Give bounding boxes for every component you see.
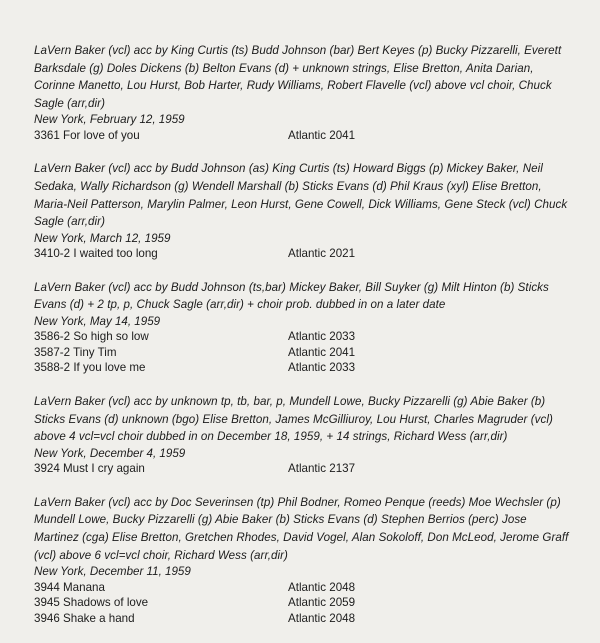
track-label-number: Atlantic 2137 [288,462,356,476]
track-label-number: Atlantic 2021 [288,247,356,261]
track-row [34,329,574,345]
session-personnel: LaVern Baker (vcl) acc by Doc Severinsen (tp) Phil Bodner, Romeo Penque (reeds) Moe Wechsler (p) Mundell Lowe, Bucky Pizzarelli (g) Abie Baker (b) Sticks Evans (d) Stephen Berrios (perc) Jose Martinez (cga) Elise Bretton, Gretchen Rhodes, David Vogel, Alan Sokoloff, Don McLeod, Jerome Graff (vcl) above 6 vcl=vcl choir, Richard Wess (arr,dir) [34,495,569,562]
session-mar-12-1959 [34,160,574,261]
track-row [34,246,574,262]
session-feb-12-1959 [34,42,574,143]
track-label-number: Atlantic 2033 [288,330,356,344]
track-row [34,580,574,596]
session-personnel: LaVern Baker (vcl) acc by unknown tp, tb, bar, p, Mundell Lowe, Bucky Pizzarelli (g) Abie Baker (b) Sticks Evans (d) unknown (bgo) Elise Bretton, James McGilliuroy, Lou Hurst, Charles Magruder (vcl) above 4 vcl=vcl choir dubbed in on December 18, 1959, + 14 strings, Richard Wess (arr,dir) [34,394,553,444]
session-place-date: New York, December 4, 1959 [34,446,186,460]
track-label-number: Atlantic 2041 [288,345,356,359]
track-matrix-title: 3587-2 Tiny Tim [34,345,117,359]
session-personnel: LaVern Baker (vcl) acc by Budd Johnson (as) King Curtis (ts) Howard Biggs (p) Mickey Baker, Neil Sedaka, Wally Richardson (g) Wendell Marshall (b) Sticks Evans (d) Phil Kraus (xyl) Elise Bretton, Maria-Neil Patterson, Marylin Palmer, Leon Hurst, Gene Cowell, Dick Williams, Gene Steck (vcl) Chuck Sagle (arr,dir) [34,162,568,229]
track-matrix-title: 3410-2 I waited too long [34,247,158,261]
track-label-number: Atlantic 2041 [288,128,356,142]
track-row [34,128,574,144]
track-label-number: Atlantic 2048 [288,580,356,594]
track-row [34,611,574,627]
track-label-number: Atlantic 2059 [288,596,356,610]
track-matrix-title: 3586-2 So high so low [34,330,149,344]
session-place-date: New York, May 14, 1959 [34,314,161,328]
session-place-date: New York, February 12, 1959 [34,113,185,127]
session-dec-4-1959 [34,393,574,477]
session-personnel: LaVern Baker (vcl) acc by King Curtis (ts) Budd Johnson (bar) Bert Keyes (p) Bucky Pizzarelli, Everett Barksdale (g) Doles Dickens (b) Belton Evans (d) + unknown strings, Elise Bretton, Anita Darian, Corinne Manetto, Lou Hurst, Bob Harter, Rudy Williams, Robert Flavelle (vcl) above vcl choir, Chuck Sagle (arr,dir) [34,44,562,110]
track-row [34,360,574,376]
track-matrix-title: 3946 Shake a hand [34,611,135,625]
track-row [34,345,574,361]
discography-page [34,42,574,643]
track-matrix-title: 3945 Shadows of love [34,596,149,610]
session-place-date: New York, December 11, 1959 [34,565,191,579]
track-matrix-title: 3588-2 If you love me [34,361,146,375]
track-label-number: Atlantic 2033 [288,361,356,375]
session-dec-11-1959 [34,494,574,626]
track-matrix-title: 3924 Must I cry again [34,462,145,476]
track-row [34,595,574,611]
session-place-date: New York, March 12, 1959 [34,231,171,245]
track-matrix-title: 3361 For love of you [34,128,140,142]
track-matrix-title: 3944 Manana [34,580,105,594]
track-row [34,461,574,477]
track-label-number: Atlantic 2048 [288,611,356,625]
session-may-14-1959 [34,279,574,376]
session-personnel: LaVern Baker (vcl) acc by Budd Johnson (ts,bar) Mickey Baker, Bill Suyker (g) Milt Hinton (b) Sticks Evans (d) + 2 tp, p, Chuck Sagle (arr,dir) + choir prob. dubbed in on a later date [34,280,549,312]
